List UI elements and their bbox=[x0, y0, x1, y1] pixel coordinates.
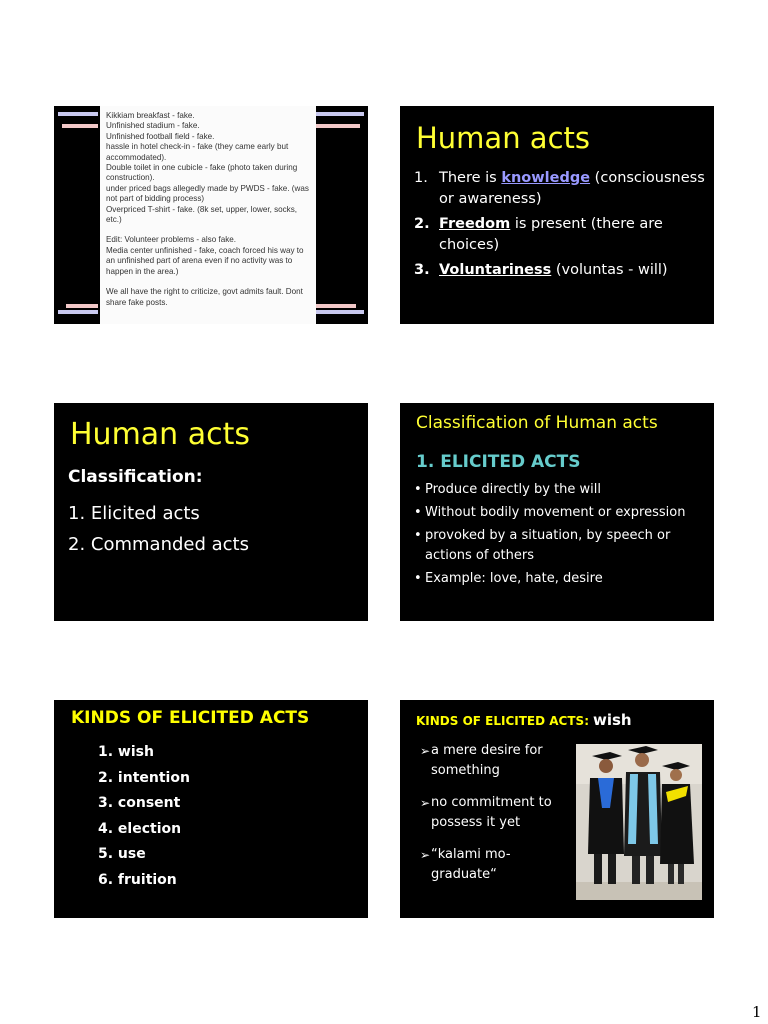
classification-heading: Classification: bbox=[68, 467, 203, 487]
list-item: 2. Commanded acts bbox=[68, 534, 249, 555]
slide-title: Human acts bbox=[70, 417, 250, 452]
slide-wish bbox=[400, 700, 714, 918]
post-line: Kikkiam breakfast - fake. bbox=[106, 111, 195, 120]
post-line: Media center unfinished - fake, coach forced his way to an unfinished part of arena even if no activity was to happen in the area.) bbox=[106, 245, 304, 276]
item-text: Example: love, hate, desire bbox=[425, 571, 603, 586]
list-item bbox=[420, 741, 570, 781]
requirements-list bbox=[414, 168, 710, 285]
list-item bbox=[414, 480, 710, 500]
list-item: 5. use bbox=[98, 846, 146, 863]
bullet-list bbox=[414, 480, 710, 592]
item-text: is present (there are choices) bbox=[439, 216, 663, 253]
slide-elicited-acts bbox=[400, 403, 714, 621]
list-item bbox=[414, 214, 710, 256]
title-word: wish bbox=[593, 711, 632, 729]
list-item bbox=[414, 503, 710, 523]
slide-title: KINDS OF ELICITED ACTS bbox=[71, 708, 310, 728]
bullet-icon: • bbox=[414, 505, 422, 520]
list-item: 6. fruition bbox=[98, 871, 177, 888]
list-item: 1. wish bbox=[98, 744, 154, 760]
knowledge-term: knowledge bbox=[501, 170, 591, 186]
list-item bbox=[414, 526, 710, 566]
bullet-icon: • bbox=[414, 482, 422, 497]
item-number: 2. bbox=[414, 216, 430, 232]
graduates-illustration bbox=[576, 744, 702, 900]
list-item: 2. intention bbox=[98, 769, 190, 786]
post-text-card bbox=[100, 106, 316, 324]
graduation-photo bbox=[576, 744, 702, 900]
arrow-bullet-icon: ➢ bbox=[420, 848, 431, 862]
arrow-bullet-icon: ➢ bbox=[420, 796, 431, 810]
item-text: Produce directly by the will bbox=[425, 482, 602, 497]
decor-bar bbox=[62, 124, 98, 128]
decor-bar bbox=[316, 124, 360, 128]
post-line: Unfinished stadium - fake. bbox=[106, 121, 200, 131]
decor-bar bbox=[316, 304, 356, 308]
kinds-list bbox=[98, 740, 190, 894]
post-line: Unfinished football field - fake. bbox=[106, 131, 215, 141]
item-text: provoked by a situation, by speech or actions of others bbox=[425, 528, 671, 563]
slide-title: Classification of Human acts bbox=[416, 413, 658, 433]
item-text: Without bodily movement or expression bbox=[425, 505, 686, 520]
item-text: “kalami mo-graduate“ bbox=[431, 847, 511, 882]
list-item: 1. Elicited acts bbox=[68, 503, 200, 524]
title-prefix: KINDS OF ELICITED ACTS: bbox=[416, 714, 589, 728]
post-line: hassle in hotel check-in - fake (they came early but accommodated). bbox=[106, 142, 289, 162]
classification-list bbox=[68, 498, 249, 560]
post-line: Edit: Volunteer problems - also fake. bbox=[106, 235, 237, 245]
slide-kinds-of-elicited-acts bbox=[54, 700, 368, 918]
slide-title: Human acts bbox=[416, 121, 590, 155]
bullet-icon: • bbox=[414, 528, 422, 543]
decor-bar bbox=[58, 112, 98, 116]
decor-bar bbox=[316, 112, 364, 116]
post-line: Overpriced T-shirt - fake. (8k set, upper, lower, socks, etc.) bbox=[106, 204, 298, 225]
item-text: There is bbox=[439, 170, 502, 186]
elicited-acts-heading: 1. ELICITED ACTS bbox=[416, 452, 581, 472]
voluntariness-term: Voluntariness bbox=[439, 262, 552, 278]
item-number: 1. bbox=[414, 170, 428, 186]
slide-title bbox=[416, 710, 632, 729]
item-text: (voluntas - will) bbox=[551, 262, 668, 278]
item-number: 3. bbox=[414, 262, 430, 278]
freedom-term: Freedom bbox=[439, 216, 511, 232]
list-item bbox=[414, 260, 710, 281]
decor-bar bbox=[66, 304, 98, 308]
list-item: 4. election bbox=[98, 820, 182, 837]
decor-bar bbox=[58, 310, 98, 314]
decor-bar bbox=[316, 310, 364, 314]
arrow-bullet-icon: ➢ bbox=[420, 744, 431, 758]
list-item bbox=[420, 845, 570, 885]
post-line: We all have the right to criticize, govt admits fault. Dont share fake posts. bbox=[106, 287, 303, 307]
wish-bullet-list bbox=[420, 741, 570, 897]
item-text: a mere desire for something bbox=[431, 743, 543, 778]
slide-classification bbox=[54, 403, 368, 621]
post-line: Double toilet in one cubicle - fake (photo taken during construction). bbox=[106, 163, 298, 183]
list-item bbox=[420, 793, 570, 833]
slide-human-acts-definition bbox=[400, 106, 714, 324]
page-number: 1 bbox=[752, 1003, 762, 1021]
post-line: under priced bags allegedly made by PWDS - fake. (was not part of bidding process) bbox=[106, 183, 309, 204]
list-item bbox=[414, 569, 710, 589]
slide-fake-news-post bbox=[54, 106, 368, 324]
item-text: (consciousness or awareness) bbox=[439, 170, 705, 207]
bullet-icon: • bbox=[414, 571, 422, 586]
list-item bbox=[414, 168, 710, 210]
list-item: 3. consent bbox=[98, 795, 181, 812]
item-text: no commitment to possess it yet bbox=[431, 795, 552, 830]
